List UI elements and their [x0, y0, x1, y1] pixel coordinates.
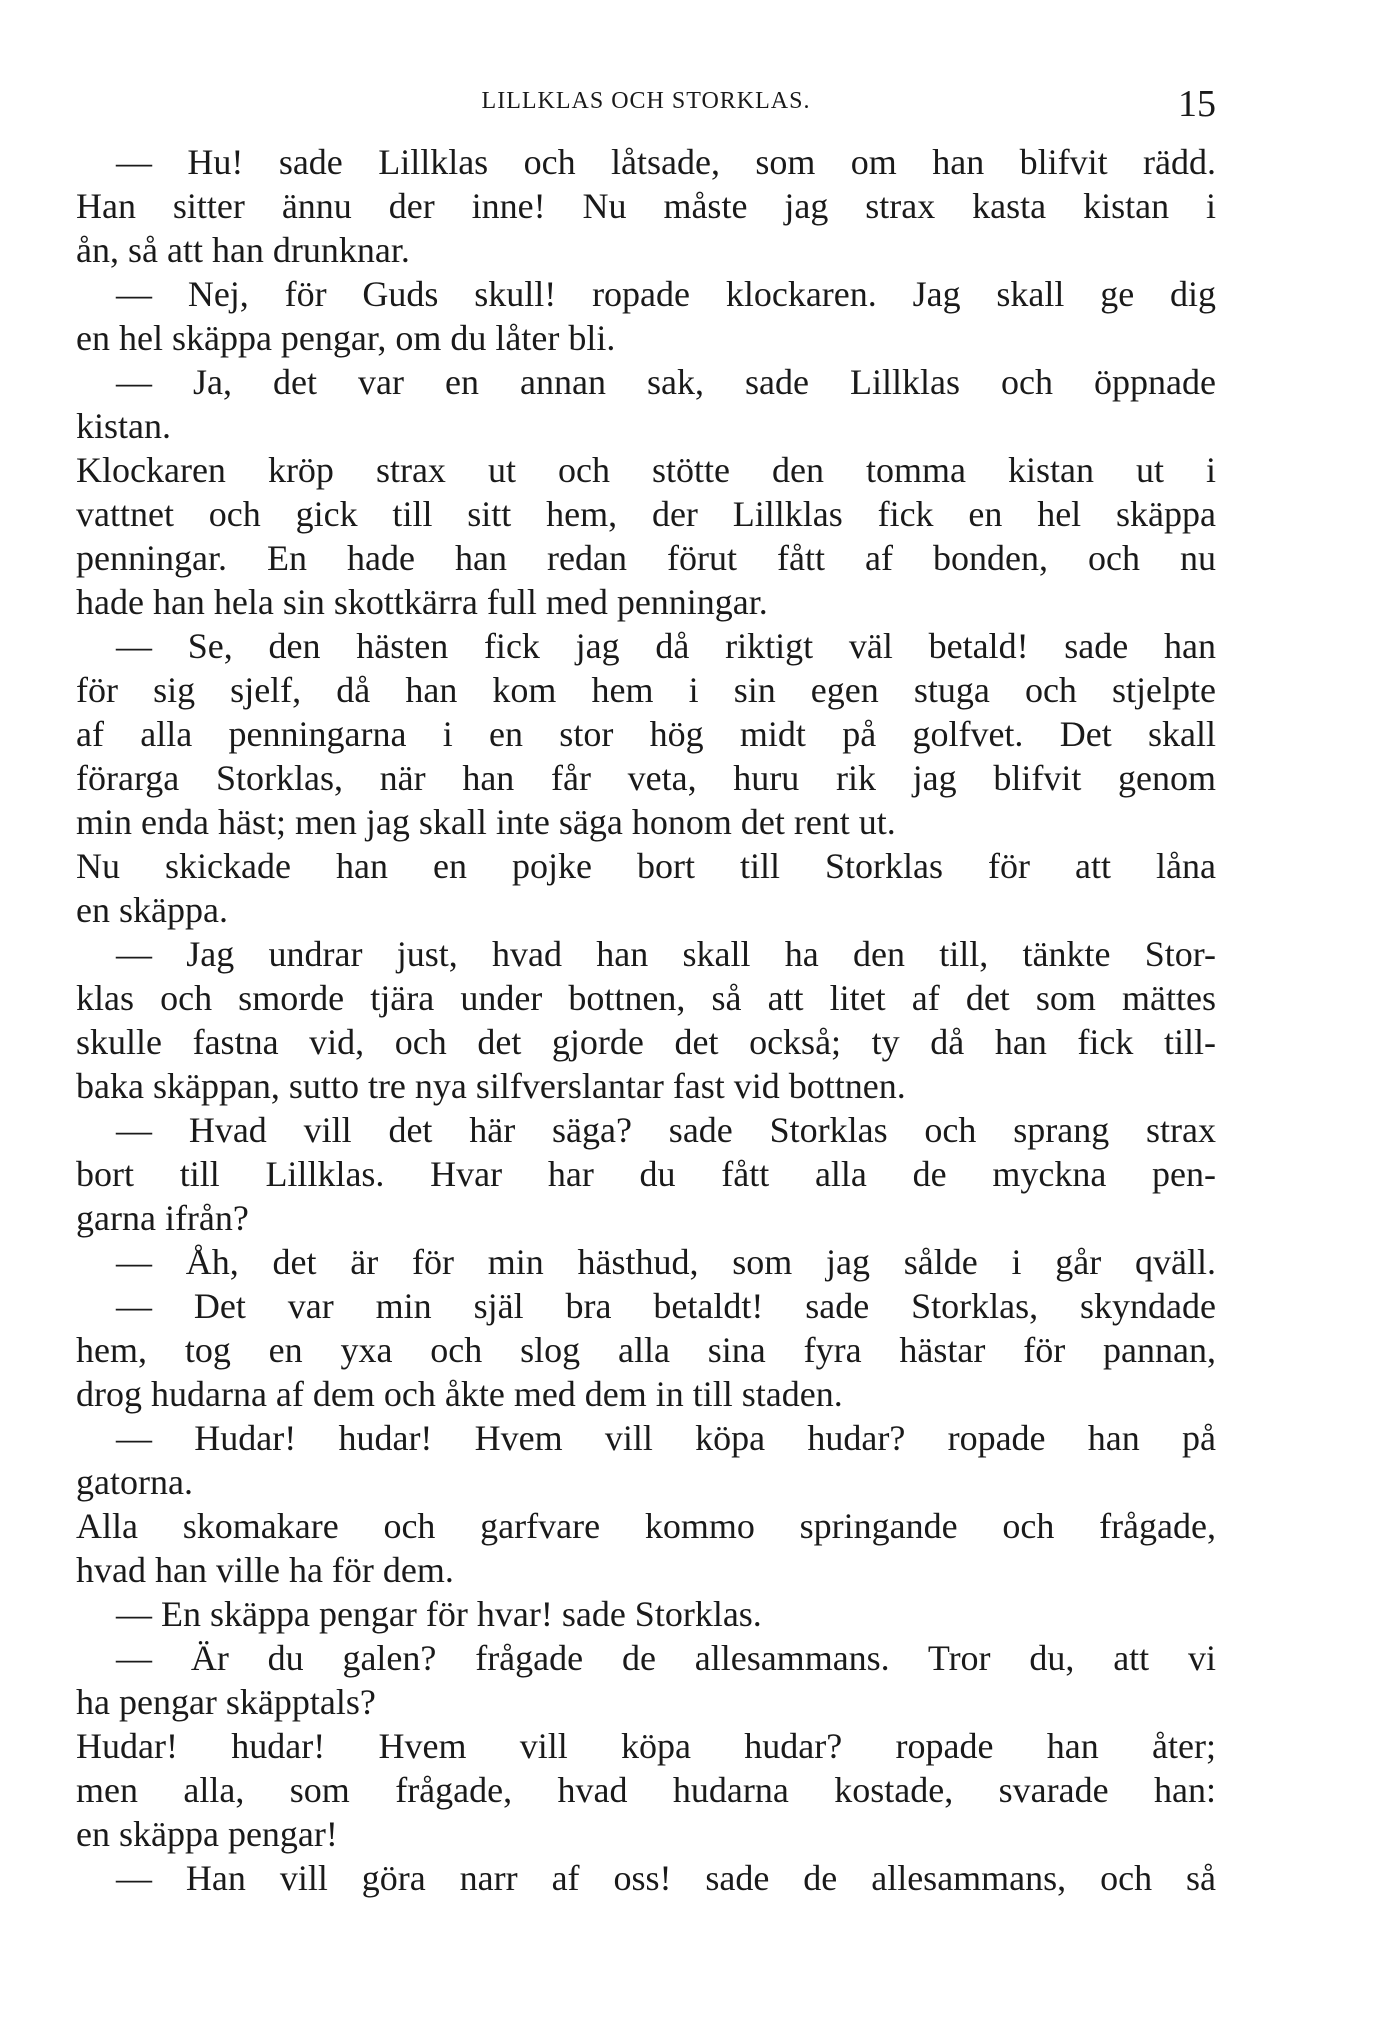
- text-line: — Det var min själ bra betaldt! sade Storklas, skyndade: [116, 1286, 1216, 1326]
- text-line: — Nej, för Guds skull! ropade klockaren. Jag skall ge dig: [116, 274, 1216, 314]
- text-line: en hel skäppa pengar, om du låter bli.: [76, 318, 616, 358]
- text-line: — Hvad vill det här säga? sade Storklas och sprang strax: [116, 1110, 1216, 1150]
- text-line: Alla skomakare och garfvare kommo springande och frågade,: [76, 1506, 1216, 1546]
- text-line: — Hudar! hudar! Hvem vill köpa hudar? ropade han på: [116, 1418, 1216, 1458]
- text-line: ha pengar skäpptals?: [76, 1682, 376, 1722]
- text-line: min enda häst; men jag skall inte säga honom det rent ut.: [76, 802, 896, 842]
- text-line: en skäppa.: [76, 890, 228, 930]
- text-line: — Åh, det är för min hästhud, som jag sålde i går qväll.: [116, 1242, 1216, 1282]
- text-line: för sig sjelf, då han kom hem i sin egen stuga och stjelpte: [76, 670, 1216, 710]
- text-line: hem, tog en yxa och slog alla sina fyra hästar för pannan,: [76, 1330, 1216, 1370]
- text-line: Hudar! hudar! Hvem vill köpa hudar? ropade han åter;: [76, 1726, 1216, 1766]
- text-line: gatorna.: [76, 1462, 193, 1502]
- text-line: kistan.: [76, 406, 171, 446]
- text-line: hvad han ville ha för dem.: [76, 1550, 454, 1590]
- text-line: bort till Lillklas. Hvar har du fått alla de myckna pen-: [76, 1154, 1216, 1194]
- running-title: LILLKLAS OCH STORKLAS.: [481, 88, 811, 114]
- text-line: — Hu! sade Lillklas och låtsade, som om han blifvit rädd.: [116, 142, 1216, 182]
- text-line: — Se, den hästen fick jag då riktigt väl betald! sade han: [116, 626, 1216, 666]
- text-line: hade han hela sin skottkärra full med penningar.: [76, 582, 768, 622]
- text-line: Han sitter ännu der inne! Nu måste jag strax kasta kistan i: [76, 186, 1216, 226]
- text-line: penningar. En hade han redan förut fått af bonden, och nu: [76, 538, 1216, 578]
- text-line: garna ifrån?: [76, 1198, 249, 1238]
- text-line: — Är du galen? frågade de allesammans. Tror du, att vi: [116, 1638, 1216, 1678]
- text-line: ån, så att han drunknar.: [76, 230, 410, 270]
- text-line: baka skäppan, sutto tre nya silfverslantar fast vid bottnen.: [76, 1066, 906, 1106]
- text-line: klas och smorde tjära under bottnen, så att litet af det som mättes: [76, 978, 1216, 1018]
- text-line: — Han vill göra narr af oss! sade de allesammans, och så: [116, 1858, 1216, 1898]
- text-line: Klockaren kröp strax ut och stötte den tomma kistan ut i: [76, 450, 1216, 490]
- running-head: [76, 82, 1216, 132]
- text-line: vattnet och gick till sitt hem, der Lillklas fick en hel skäppa: [76, 494, 1216, 534]
- text-line: skulle fastna vid, och det gjorde det också; ty då han fick till-: [76, 1022, 1216, 1062]
- text-line: af alla penningarna i en stor hög midt på golfvet. Det skall: [76, 714, 1216, 754]
- text-line: drog hudarna af dem och åkte med dem in till staden.: [76, 1374, 843, 1414]
- text-line: — En skäppa pengar för hvar! sade Storklas.: [116, 1594, 762, 1634]
- text-line: men alla, som frågade, hvad hudarna kostade, svarade han:: [76, 1770, 1216, 1810]
- body-text: [76, 140, 1216, 1900]
- text-line: en skäppa pengar!: [76, 1814, 338, 1854]
- text-line: — Ja, det var en annan sak, sade Lillklas och öppnade: [116, 362, 1216, 402]
- text-line: förarga Storklas, när han får veta, huru rik jag blifvit genom: [76, 758, 1216, 798]
- text-line: — Jag undrar just, hvad han skall ha den till, tänkte Stor-: [116, 934, 1216, 974]
- text-line: Nu skickade han en pojke bort till Storklas för att låna: [76, 846, 1216, 886]
- page-number: 15: [1178, 83, 1216, 125]
